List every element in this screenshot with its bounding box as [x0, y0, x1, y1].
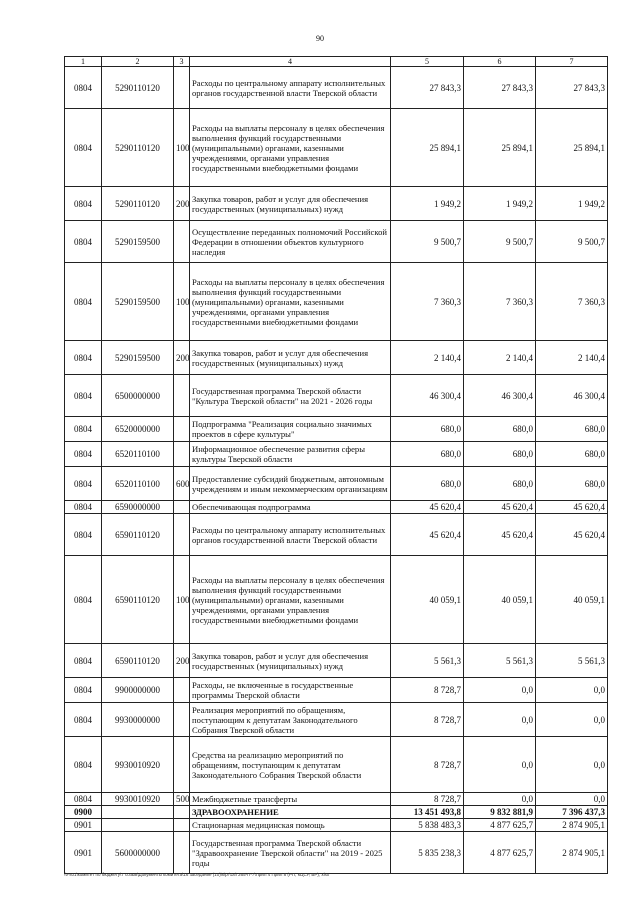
target-code-cell: 6590000000 [102, 501, 174, 514]
amount-2025-cell: 5 561,3 [536, 644, 608, 678]
amount-2024-cell: 9 832 881,9 [464, 806, 536, 819]
amount-2025-cell: 680,0 [536, 467, 608, 501]
target-code-cell [102, 806, 174, 819]
amount-2024-cell: 7 360,3 [464, 263, 536, 341]
section-code-cell: 0901 [65, 819, 102, 832]
amount-2025-cell: 680,0 [536, 417, 608, 442]
item-name-cell: Стационарная медицинская помощь [190, 819, 391, 832]
item-name-cell: Подпрограмма "Реализация социально значимых проектов в сфере культуры" [190, 417, 391, 442]
expense-type-cell: 200 [174, 187, 190, 221]
section-code-cell: 0901 [65, 832, 102, 874]
target-code-cell: 6590110120 [102, 644, 174, 678]
amount-2025-cell: 0,0 [536, 678, 608, 703]
section-code-cell: 0804 [65, 67, 102, 109]
target-code-cell: 9900000000 [102, 678, 174, 703]
item-name-cell: Обеспечивающая подпрограмма [190, 501, 391, 514]
header-cell: 3 [174, 57, 190, 67]
item-name-cell: Расходы на выплаты персоналу в целях обеспечения выполнения функций государственными (муниципальными) органами, казенными учреждениями, органами управления государственными внебюджетными фондами [190, 263, 391, 341]
amount-2025-cell: 27 843,3 [536, 67, 608, 109]
amount-2025-cell: 25 894,1 [536, 109, 608, 187]
section-code-cell: 0900 [65, 806, 102, 819]
expense-type-cell: 600 [174, 467, 190, 501]
target-code-cell: 9930000000 [102, 703, 174, 737]
amount-2025-cell: 680,0 [536, 442, 608, 467]
amount-2023-cell: 5 561,3 [391, 644, 464, 678]
amount-2023-cell: 680,0 [391, 442, 464, 467]
item-name-cell: Закупка товаров, работ и услуг для обеспечения государственных (муниципальных) нужд [190, 187, 391, 221]
amount-2025-cell: 7 360,3 [536, 263, 608, 341]
item-name-cell: Информационное обеспечение развития сферы культуры Тверской области [190, 442, 391, 467]
table-row [65, 514, 608, 556]
header-cell: 5 [391, 57, 464, 67]
amount-2024-cell: 46 300,4 [464, 375, 536, 417]
section-code-cell: 0804 [65, 644, 102, 678]
table-row [65, 793, 608, 806]
amount-2025-cell: 1 949,2 [536, 187, 608, 221]
table-row [65, 556, 608, 644]
item-name-cell: Закупка товаров, работ и услуг для обеспечения государственных (муниципальных) нужд [190, 644, 391, 678]
amount-2023-cell: 7 360,3 [391, 263, 464, 341]
table-row [65, 806, 608, 819]
target-code-cell: 6520110100 [102, 467, 174, 501]
file-path-footer: \\Fs01\комитет по бюджету\7 созыв\Документы комитета\16 заседание (10)\к\рг\16\ 265-П-7\Прил 4 Прил 8 (РП, КЦСР, ВР), xlsx [64, 872, 330, 877]
item-name-cell: Расходы на выплаты персоналу в целях обеспечения выполнения функций государственными (муниципальными) органами, казенными учреждениями, органами управления государственными внебюджетными фондами [190, 109, 391, 187]
expense-type-cell [174, 514, 190, 556]
table-row [65, 375, 608, 417]
amount-2023-cell: 45 620,4 [391, 501, 464, 514]
table-row [65, 263, 608, 341]
expense-type-cell [174, 832, 190, 874]
expense-type-cell: 100 [174, 556, 190, 644]
target-code-cell: 6590110120 [102, 514, 174, 556]
budget-table [64, 56, 608, 874]
amount-2024-cell: 45 620,4 [464, 501, 536, 514]
amount-2024-cell: 5 561,3 [464, 644, 536, 678]
expense-type-cell: 100 [174, 109, 190, 187]
expense-type-cell [174, 375, 190, 417]
amount-2024-cell: 680,0 [464, 417, 536, 442]
section-code-cell: 0804 [65, 737, 102, 793]
target-code-cell [102, 819, 174, 832]
target-code-cell: 5600000000 [102, 832, 174, 874]
item-name-cell: Расходы по центральному аппарату исполнительных органов государственной власти Тверской области [190, 67, 391, 109]
amount-2023-cell: 9 500,7 [391, 221, 464, 263]
section-code-cell: 0804 [65, 375, 102, 417]
target-code-cell: 6590110120 [102, 556, 174, 644]
amount-2025-cell: 45 620,4 [536, 514, 608, 556]
section-code-cell: 0804 [65, 417, 102, 442]
expense-type-cell: 200 [174, 341, 190, 375]
amount-2024-cell: 25 894,1 [464, 109, 536, 187]
amount-2025-cell: 40 059,1 [536, 556, 608, 644]
section-code-cell: 0804 [65, 187, 102, 221]
amount-2024-cell: 0,0 [464, 703, 536, 737]
amount-2023-cell: 25 894,1 [391, 109, 464, 187]
table-row [65, 187, 608, 221]
amount-2025-cell: 9 500,7 [536, 221, 608, 263]
expense-type-cell [174, 806, 190, 819]
table-row [65, 417, 608, 442]
item-name-cell: Государственная программа Тверской области "Здравоохранение Тверской области" на 2019 - 2025 годы [190, 832, 391, 874]
section-code-cell: 0804 [65, 556, 102, 644]
item-name-cell: Закупка товаров, работ и услуг для обеспечения государственных (муниципальных) нужд [190, 341, 391, 375]
table-row [65, 109, 608, 187]
expense-type-cell [174, 678, 190, 703]
item-name-cell: Осуществление переданных полномочий Российской Федерации в отношении объектов культурного наследия [190, 221, 391, 263]
target-code-cell: 5290110120 [102, 187, 174, 221]
table-row [65, 67, 608, 109]
item-name-cell: Расходы, не включенные в государственные программы Тверской области [190, 678, 391, 703]
section-code-cell: 0804 [65, 109, 102, 187]
expense-type-cell [174, 737, 190, 793]
section-code-cell: 0804 [65, 678, 102, 703]
amount-2024-cell: 0,0 [464, 793, 536, 806]
table-row [65, 703, 608, 737]
item-name-cell: ЗДРАВООХРАНЕНИЕ [190, 806, 391, 819]
item-name-cell: Расходы по центральному аппарату исполнительных органов государственной власти Тверской области [190, 514, 391, 556]
header-cell: 2 [102, 57, 174, 67]
table-row [65, 737, 608, 793]
section-code-cell: 0804 [65, 221, 102, 263]
amount-2023-cell: 27 843,3 [391, 67, 464, 109]
amount-2024-cell: 9 500,7 [464, 221, 536, 263]
amount-2024-cell: 4 877 625,7 [464, 832, 536, 874]
amount-2025-cell: 0,0 [536, 793, 608, 806]
amount-2024-cell: 2 140,4 [464, 341, 536, 375]
expense-type-cell [174, 703, 190, 737]
amount-2025-cell: 0,0 [536, 737, 608, 793]
target-code-cell: 5290110120 [102, 67, 174, 109]
amount-2024-cell: 4 877 625,7 [464, 819, 536, 832]
table-row [65, 819, 608, 832]
target-code-cell: 5290159500 [102, 221, 174, 263]
page-number: 90 [316, 34, 324, 43]
table-row [65, 678, 608, 703]
expense-type-cell [174, 67, 190, 109]
table-row [65, 341, 608, 375]
expense-type-cell [174, 819, 190, 832]
item-name-cell: Средства на реализацию мероприятий по обращениям, поступающим к депутатам Законодательного Собрания Тверской области [190, 737, 391, 793]
amount-2023-cell: 8 728,7 [391, 678, 464, 703]
amount-2023-cell: 40 059,1 [391, 556, 464, 644]
table-row [65, 442, 608, 467]
section-code-cell: 0804 [65, 703, 102, 737]
target-code-cell: 6500000000 [102, 375, 174, 417]
amount-2025-cell: 0,0 [536, 703, 608, 737]
amount-2025-cell: 2 874 905,1 [536, 832, 608, 874]
header-cell: 7 [536, 57, 608, 67]
section-code-cell: 0804 [65, 341, 102, 375]
amount-2023-cell: 8 728,7 [391, 793, 464, 806]
target-code-cell: 9930010920 [102, 737, 174, 793]
expense-type-cell [174, 221, 190, 263]
target-code-cell: 9930010920 [102, 793, 174, 806]
amount-2023-cell: 46 300,4 [391, 375, 464, 417]
item-name-cell: Межбюджетные трансферты [190, 793, 391, 806]
amount-2023-cell: 8 728,7 [391, 703, 464, 737]
amount-2024-cell: 0,0 [464, 737, 536, 793]
target-code-cell: 6520000000 [102, 417, 174, 442]
expense-type-cell: 500 [174, 793, 190, 806]
section-code-cell: 0804 [65, 793, 102, 806]
header-cell: 6 [464, 57, 536, 67]
amount-2023-cell: 2 140,4 [391, 341, 464, 375]
amount-2024-cell: 0,0 [464, 678, 536, 703]
amount-2023-cell: 1 949,2 [391, 187, 464, 221]
header-row [65, 57, 608, 67]
amount-2023-cell: 680,0 [391, 467, 464, 501]
target-code-cell: 6520110100 [102, 442, 174, 467]
target-code-cell: 5290159500 [102, 341, 174, 375]
amount-2024-cell: 1 949,2 [464, 187, 536, 221]
amount-2025-cell: 2 140,4 [536, 341, 608, 375]
amount-2023-cell: 45 620,4 [391, 514, 464, 556]
section-code-cell: 0804 [65, 501, 102, 514]
item-name-cell: Предоставление субсидий бюджетным, автономным учреждениям и иным некоммерческим организациям [190, 467, 391, 501]
target-code-cell: 5290159500 [102, 263, 174, 341]
table-row [65, 832, 608, 874]
amount-2025-cell: 2 874 905,1 [536, 819, 608, 832]
expense-type-cell [174, 442, 190, 467]
table-row [65, 644, 608, 678]
amount-2023-cell: 680,0 [391, 417, 464, 442]
amount-2024-cell: 27 843,3 [464, 67, 536, 109]
amount-2024-cell: 680,0 [464, 467, 536, 501]
table-row [65, 467, 608, 501]
amount-2024-cell: 40 059,1 [464, 556, 536, 644]
section-code-cell: 0804 [65, 263, 102, 341]
amount-2023-cell: 8 728,7 [391, 737, 464, 793]
header-cell: 1 [65, 57, 102, 67]
amount-2024-cell: 680,0 [464, 442, 536, 467]
item-name-cell: Расходы на выплаты персоналу в целях обеспечения выполнения функций государственными (муниципальными) органами, казенными учреждениями, органами управления государственными внебюджетными фондами [190, 556, 391, 644]
header-cell: 4 [190, 57, 391, 67]
expense-type-cell [174, 501, 190, 514]
section-code-cell: 0804 [65, 467, 102, 501]
amount-2025-cell: 45 620,4 [536, 501, 608, 514]
expense-type-cell: 200 [174, 644, 190, 678]
amount-2025-cell: 46 300,4 [536, 375, 608, 417]
amount-2023-cell: 13 451 493,8 [391, 806, 464, 819]
amount-2025-cell: 7 396 437,3 [536, 806, 608, 819]
table-row [65, 221, 608, 263]
target-code-cell: 5290110120 [102, 109, 174, 187]
section-code-cell: 0804 [65, 514, 102, 556]
amount-2023-cell: 5 838 483,3 [391, 819, 464, 832]
expense-type-cell [174, 417, 190, 442]
item-name-cell: Государственная программа Тверской области "Культура Тверской области" на 2021 - 2026 годы [190, 375, 391, 417]
section-code-cell: 0804 [65, 442, 102, 467]
amount-2024-cell: 45 620,4 [464, 514, 536, 556]
item-name-cell: Реализация мероприятий по обращениям, поступающим к депутатам Законодательного Собрания Тверской области [190, 703, 391, 737]
amount-2023-cell: 5 835 238,3 [391, 832, 464, 874]
table-row [65, 501, 608, 514]
expense-type-cell: 100 [174, 263, 190, 341]
